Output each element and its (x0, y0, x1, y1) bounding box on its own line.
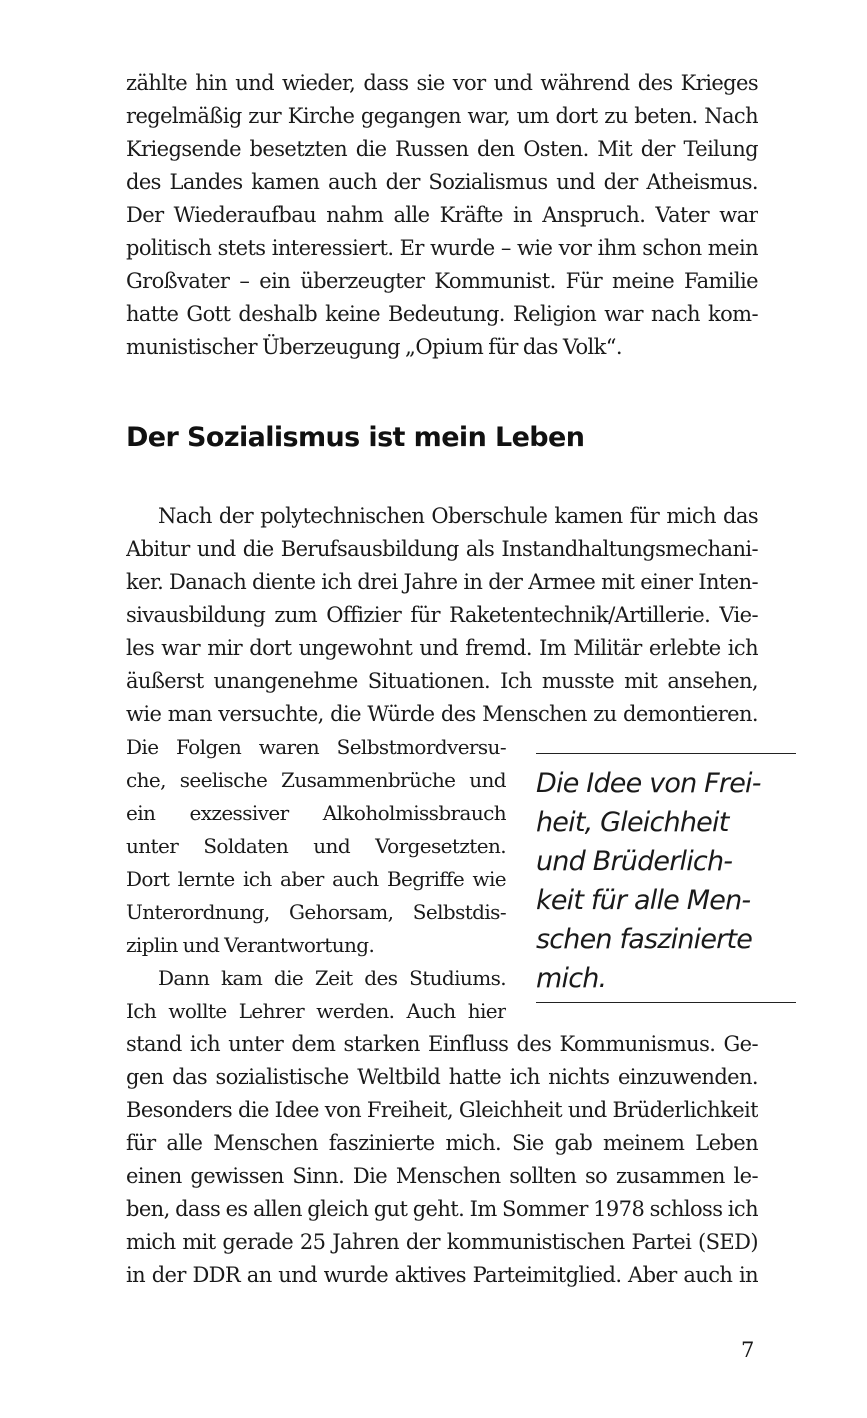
text-line: ein exzessiver Alkoholmissbrauch (126, 801, 506, 825)
page-number: 7 (741, 1338, 755, 1362)
text-line: ker. Danach diente ich drei Jahre in der Armee mit einer Inten- (126, 570, 758, 594)
text-line: ziplin und Verantwortung. (126, 933, 375, 957)
text-line: unter Soldaten und Vorgesetzten. (126, 834, 506, 858)
section-heading: Der Sozialismus ist mein Leben (126, 422, 585, 453)
text-line: sivausbildung zum Offizier für Raketentechnik/Artillerie. Vie- (126, 603, 758, 627)
text-line: Kriegsende besetzten die Russen den Osten. Mit der Teilung (126, 137, 758, 161)
pull-quote-line: mich. (536, 963, 607, 994)
text-line: ben, dass es allen gleich gut geht. Im Sommer 1978 schloss ich (126, 1197, 758, 1221)
text-line: Die Folgen waren Selbstmordversu- (126, 735, 506, 759)
text-line: äußerst unangenehme Situationen. Ich musste mit ansehen, (126, 669, 758, 693)
text-line: munistischer Überzeugung „Opium für das Volk“. (126, 335, 622, 359)
text-line: Abitur und die Berufsausbildung als Instandhaltungsmechani- (126, 537, 758, 561)
text-line: für alle Menschen faszinierte mich. Sie gab meinem Leben (126, 1131, 758, 1155)
text-line: mich mit gerade 25 Jahren der kommunistischen Partei (SED) (126, 1230, 758, 1254)
text-line: politisch stets interessiert. Er wurde – wie vor ihm schon mein (126, 236, 758, 260)
text-line: einen gewissen Sinn. Die Menschen sollten so zusammen le- (126, 1164, 758, 1188)
text-line: Der Wiederaufbau nahm alle Kräfte in Anspruch. Vater war (126, 203, 758, 227)
paragraph-narrow-column (126, 731, 506, 1028)
pull-quote-line: und Brüderlich- (536, 846, 733, 877)
text-line: regelmäßig zur Kirche gegangen war, um dort zu beten. Nach (126, 104, 758, 128)
text-line: hatte Gott deshalb keine Bedeutung. Religion war nach kom- (126, 302, 758, 326)
pull-quote-line: schen faszinierte (536, 924, 753, 955)
pull-quote (536, 753, 796, 1003)
text-line: in der DDR an und wurde aktives Parteimitglied. Aber auch in (126, 1263, 758, 1287)
pull-quote-line: Die Idee von Frei- (536, 768, 761, 799)
paragraph-military (126, 500, 758, 731)
text-line: wie man versuchte, die Würde des Menschen zu demontieren. (126, 702, 758, 726)
paragraph-studies (126, 1028, 758, 1292)
pull-quote-line: keit für alle Men- (536, 885, 751, 916)
text-line: gen das sozialistische Weltbild hatte ich nichts einzuwenden. (126, 1065, 758, 1089)
text-line: zählte hin und wieder, dass sie vor und während des Krieges (126, 71, 758, 95)
text-line: les war mir dort ungewohnt und fremd. Im Militär erlebte ich (126, 636, 758, 660)
text-line: Ich wollte Lehrer werden. Auch hier (126, 999, 506, 1023)
text-line: stand ich unter dem starken Einfluss des Kommunismus. Ge- (126, 1032, 758, 1056)
text-line: che, seelische Zusammenbrüche und (126, 768, 506, 792)
text-line: Unterordnung, Gehorsam, Selbstdis- (126, 900, 506, 924)
text-line: Großvater – ein überzeugter Kommunist. Für meine Familie (126, 269, 758, 293)
pull-quote-line: heit, Gleichheit (536, 807, 729, 838)
text-line: Nach der polytechnischen Oberschule kamen für mich das (158, 504, 758, 528)
text-line: des Landes kamen auch der Sozialismus und der Atheismus. (126, 170, 758, 194)
text-line: Dort lernte ich aber auch Begriffe wie (126, 867, 506, 891)
intro-paragraph (126, 67, 758, 364)
text-line: Besonders die Idee von Freiheit, Gleichheit und Brüderlichkeit (126, 1098, 758, 1122)
text-line: Dann kam die Zeit des Studiums. (158, 966, 506, 990)
